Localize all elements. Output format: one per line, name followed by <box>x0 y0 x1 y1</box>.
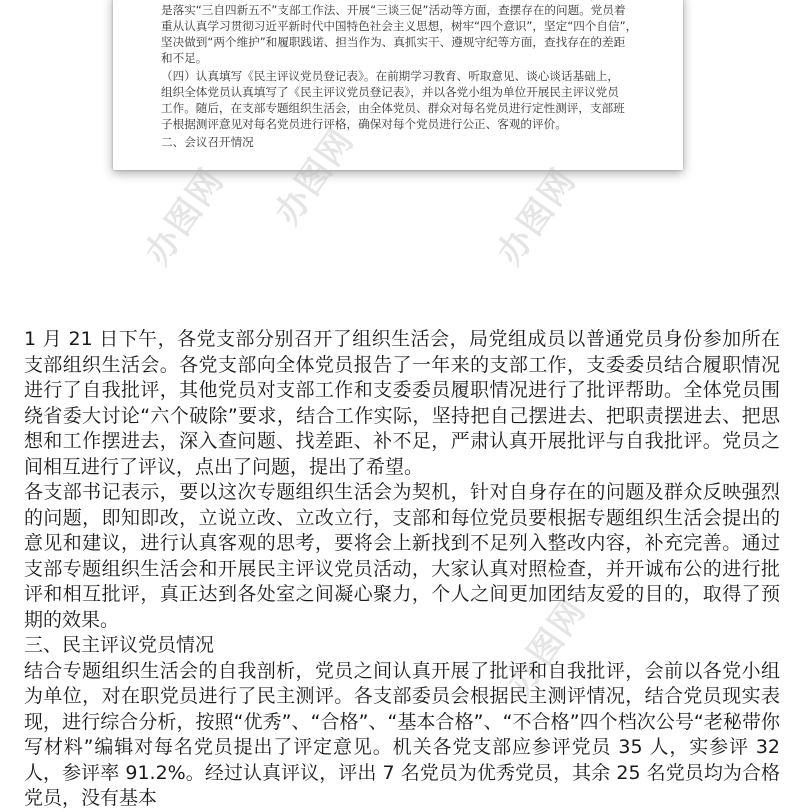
document-body <box>24 327 780 812</box>
watermark: 办图网 <box>489 160 585 273</box>
paragraph: 结合专题组织生活会的自我剖析，党员之间认真开展了批评和自我批评，会前以各党小组为单位，对在职党员进行了民主测评。各支部委员会根据民主测评情况，结合党员现实表现，进行综合分析，按照“优秀”、“合格”、“基本合格”、“不合格”四个档次公号“老秘带你写材料”编辑对每名党员提出了评定意见。机关各党支部应参评党员 35 人，实参评 32 人，参评率 91.2%。经过认真评议，评出 7 名党员为优秀党员，其余 25 名党员均为合格党员，没有基本 <box>24 659 780 809</box>
preview-line: 组织全体党员认真填写了《民主评议党员登记表》，并以各党小组为单位开展民主评议党员 <box>161 85 619 99</box>
document-preview-card <box>113 0 683 170</box>
section-heading: 三、民主评议党员情况 <box>24 634 215 656</box>
preview-line: 坚决做到“两个维护”和履职践诺、担当作为、真抓实干、遵规守纪等方面，查找存在的差距 <box>161 35 626 49</box>
preview-line: 二、会议召开情况 <box>161 135 254 149</box>
paragraph: 各支部书记表示，要以这次专题组织生活会为契机，针对自身存在的问题及群众反映强烈的问题，即知即改，立说立改、立改立行，支部和每位党员要根据专题组织生活会提出的意见和建议，进行认真客观的思考，要将会上新找到不足列入整改内容，补充完善。通过支部专题组织生活会和开展民主评议党员活动，大家认真对照检查，并开诚布公的进行批评和相互批评，真正达到各处室之间凝心聚力，个人之间更加团结友爱的目的，取得了预期的效果。 <box>24 481 780 631</box>
watermark: 办图网 <box>499 590 595 703</box>
preview-line: 子根据测评意见对每名党员进行评格，确保对每个党员进行公正、客观的评价。 <box>161 117 567 131</box>
watermark: 办图网 <box>137 160 233 273</box>
preview-line: 工作。随后，在支部专题组织生活会，由全体党员、群众对每名党员进行定性测评，支部班 <box>161 101 625 115</box>
watermark: 办图网 <box>267 120 363 233</box>
preview-line: （四）认真填写《民主评议党员登记表》。在前期学习教育、听取意见、谈心谈话基础上， <box>161 69 619 83</box>
preview-line: 和不足。 <box>161 51 208 65</box>
preview-line: 重从认真学习贯彻习近平新时代中国特色社会主义思想，树牢“四个意识”，坚定“四个自信”， <box>161 19 638 33</box>
preview-line: 是落实“三自四新五不”支部工作法、开展“三谈三促”活动等方面，查摆存在的问题。党员着 <box>161 3 626 17</box>
paragraph: 1 月 21 日下午，各党支部分别召开了组织生活会，局党组成员以普通党员身份参加所在支部组织生活会。各党支部向全体党员报告了一年来的支部工作，支委委员结合履职情况进行了自我批评，其他党员对支部工作和支委委员履职情况进行了批评帮助。全体党员围绕省委大讨论“六个破除”要求，结合工作实际，坚持把自己摆进去、把职责摆进去、把思想和工作摆进去，深入查问题、找差距、补不足，严肃认真开展批评与自我批评。党员之间相互进行了评议，点出了问题，提出了希望。 <box>24 328 780 478</box>
